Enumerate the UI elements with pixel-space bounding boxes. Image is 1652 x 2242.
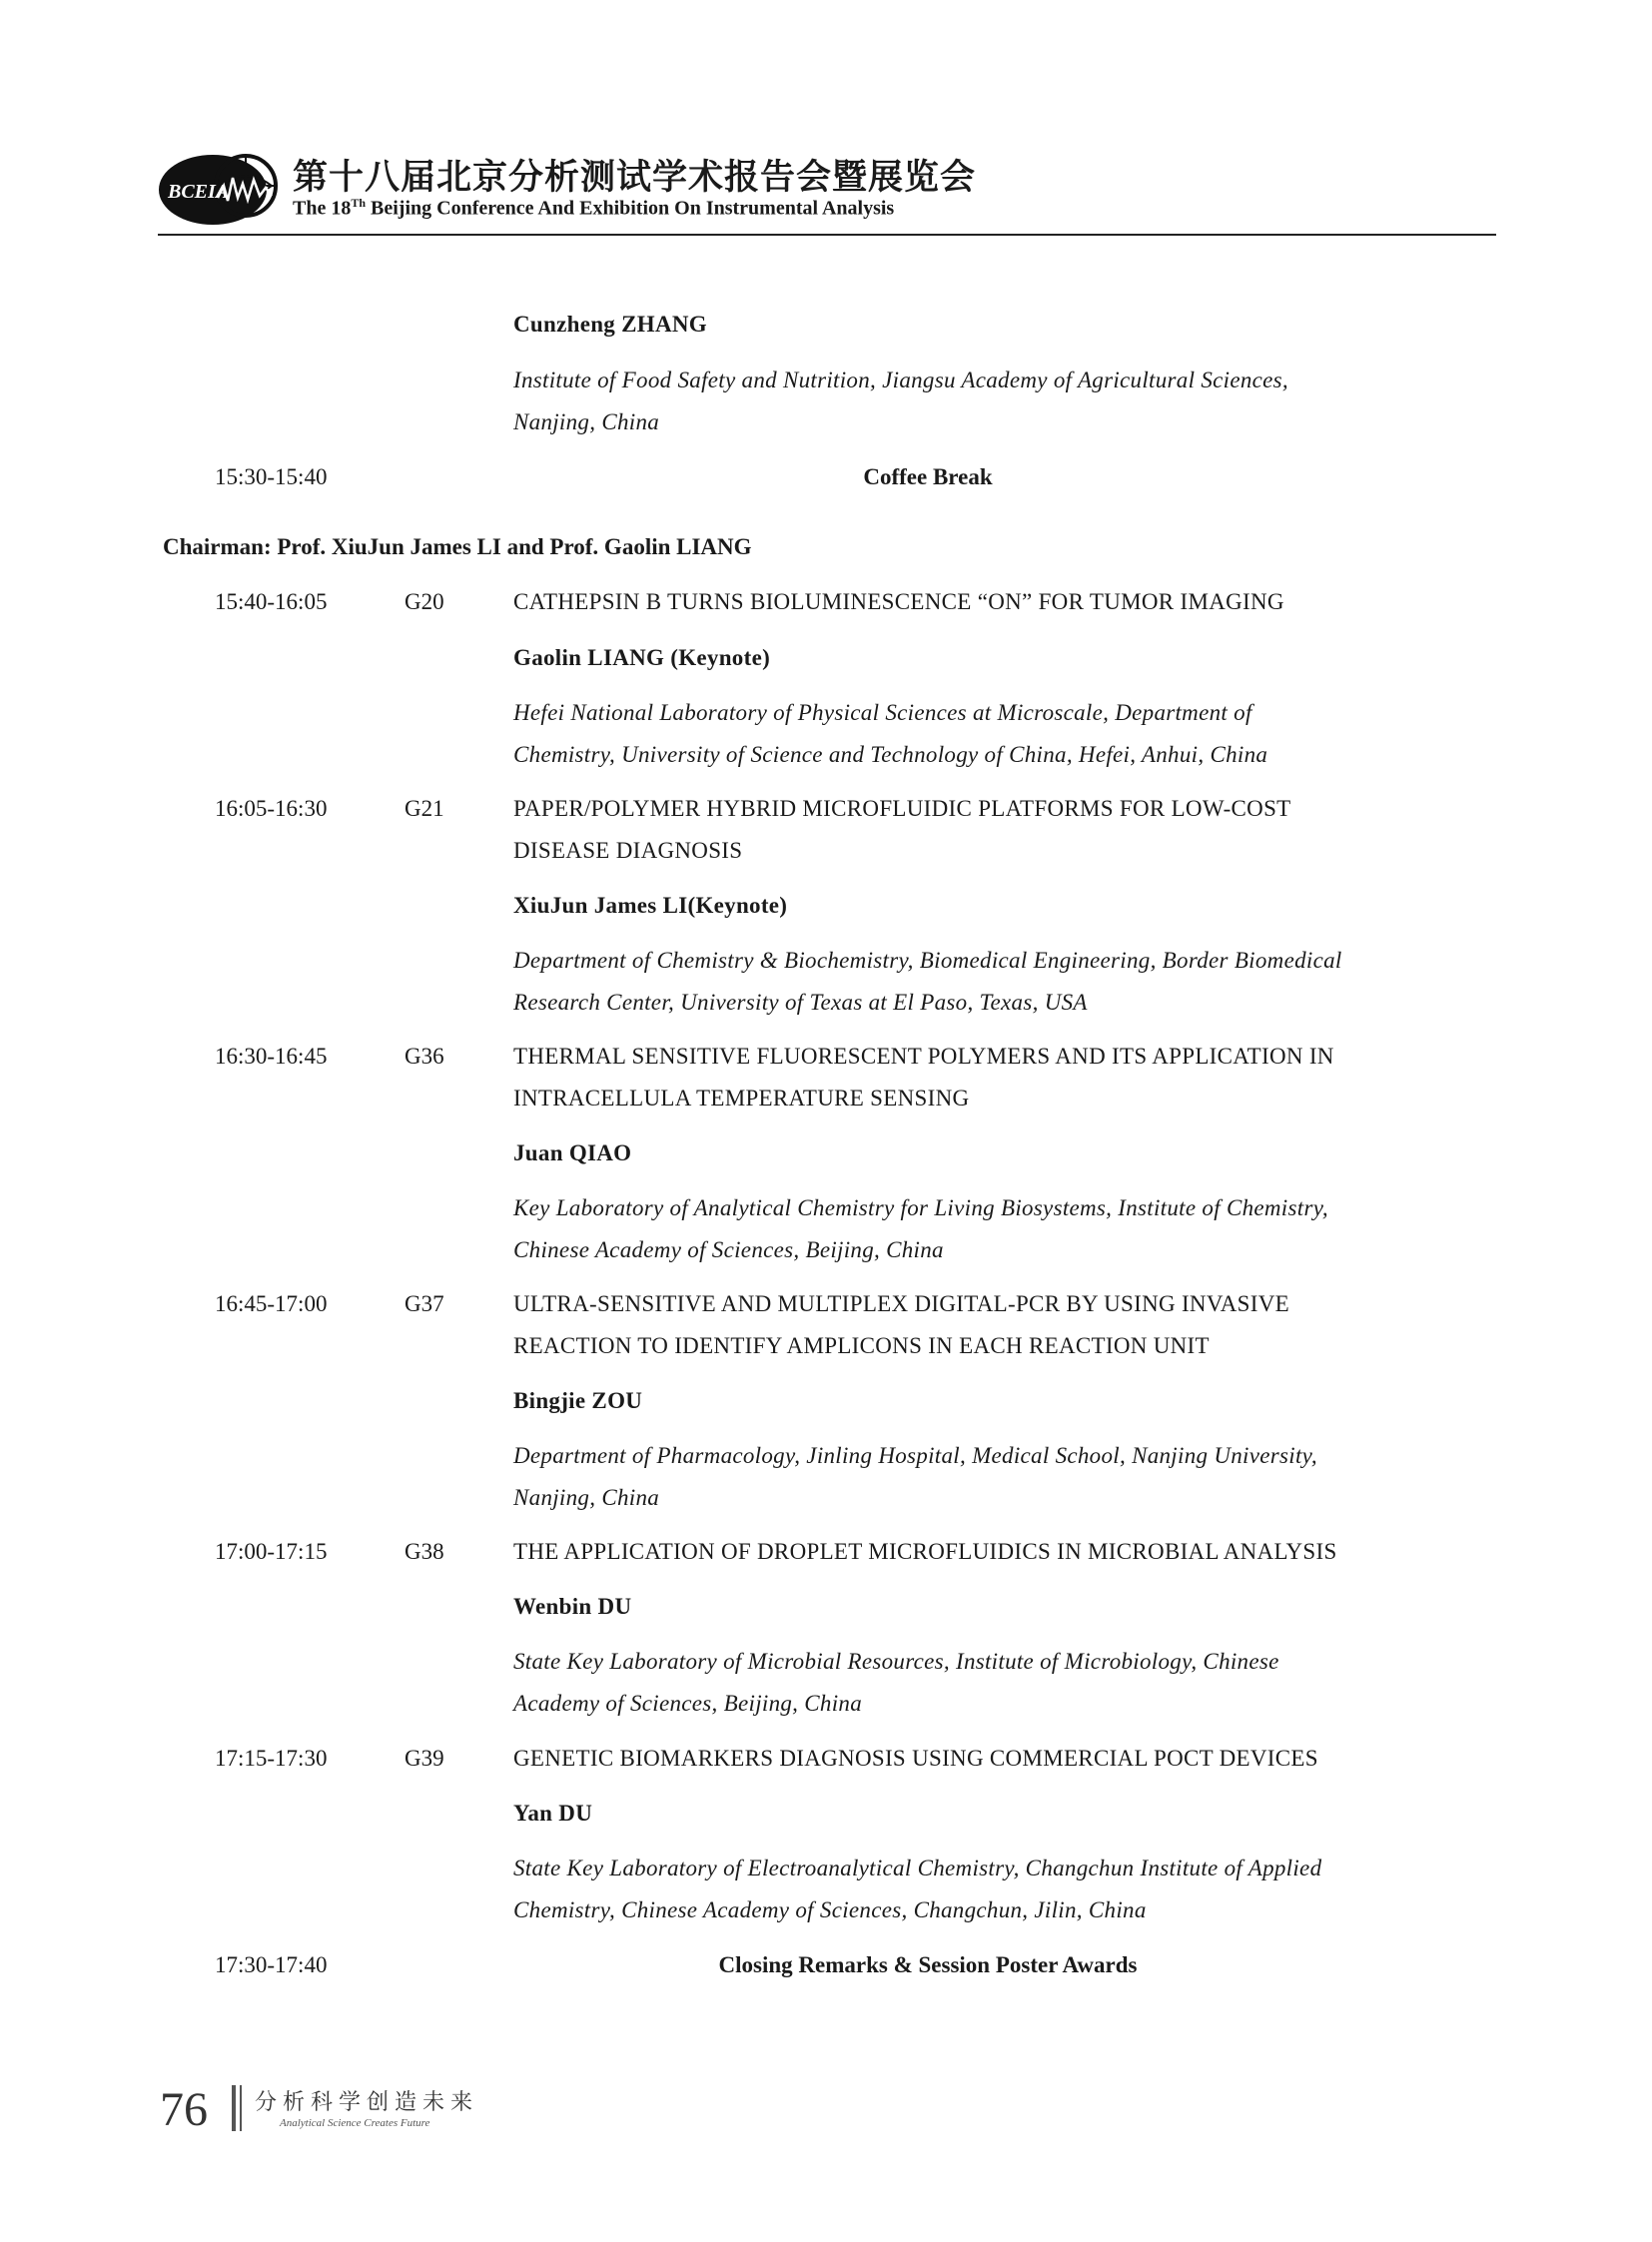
talk-affiliation-1: State Key Laboratory of Electroanalytical Chemistry, Changchun Institute of Applied [513,1856,1322,1880]
footer-slogan-cn: 分析科学创造未来 [255,2090,479,2115]
talk-title: THE APPLICATION OF DROPLET MICROFLUIDICS IN MICROBIAL ANALYSIS [513,1539,1337,1564]
talk-affiliation-2: Academy of Sciences, Beijing, China [513,1691,863,1716]
talk-code: G36 [405,1044,444,1069]
talk-title: GENETIC BIOMARKERS DIAGNOSIS USING COMMERCIAL POCT DEVICES [513,1746,1318,1771]
talk-time: 17:00-17:15 [215,1539,328,1564]
conference-title-cn: 第十八届北京分析测试学术报告会暨展览会 [293,158,977,197]
footer-slogan-en: Analytical Science Creates Future [280,2117,430,2129]
closing-label: Closing Remarks & Session Poster Awards [718,1952,1138,1977]
talk-code: G20 [405,589,444,614]
conference-title-en [293,196,894,221]
talk-author: Bingjie ZOU [513,1388,643,1413]
chairman-line: Chairman: Prof. XiuJun James LI and Prof. Gaolin LIANG [163,534,752,559]
talk-affiliation-1: Department of Chemistry & Biochemistry, Biomedical Engineering, Border Biomedical [513,948,1342,973]
talk-code: G21 [405,796,444,821]
bceia-logo [158,146,283,228]
talk-time: 16:45-17:00 [215,1291,328,1316]
talk-affiliation-1: Hefei National Laboratory of Physical Sciences at Microscale, Department of [513,700,1252,725]
title-en-sup: Th [351,196,367,210]
talk-author: XiuJun James LI(Keynote) [513,893,788,918]
talk-time: 16:05-16:30 [215,796,328,821]
talk-author: Wenbin DU [513,1594,632,1619]
talk-title-2: DISEASE DIAGNOSIS [513,838,743,863]
talk-affiliation-2: Research Center, University of Texas at El Paso, Texas, USA [513,990,1088,1015]
talk-title-2: INTRACELLULA TEMPERATURE SENSING [513,1086,970,1111]
talk-title: ULTRA-SENSITIVE AND MULTIPLEX DIGITAL-PCR BY USING INVASIVE [513,1291,1289,1316]
footer-divider-thin [240,2085,242,2131]
page-header [158,138,1496,238]
talk-affiliation-1: Department of Pharmacology, Jinling Hospital, Medical School, Nanjing University, [513,1443,1317,1468]
top-affiliation-1: Institute of Food Safety and Nutrition, Jiangsu Academy of Agricultural Sciences, [513,368,1288,392]
talk-title: THERMAL SENSITIVE FLUORESCENT POLYMERS AND ITS APPLICATION IN [513,1044,1334,1069]
talk-affiliation-2: Nanjing, China [513,1485,660,1510]
page-footer [160,2077,559,2147]
talk-affiliation-2: Chemistry, University of Science and Technology of China, Hefei, Anhui, China [513,742,1268,767]
talk-time: 16:30-16:45 [215,1044,328,1069]
page-number: 76 [160,2083,208,2136]
top-author: Cunzheng ZHANG [513,312,707,337]
talk-affiliation-2: Chinese Academy of Sciences, Beijing, China [513,1237,944,1262]
header-divider [158,234,1496,236]
coffee-break-time: 15:30-15:40 [215,464,328,489]
talk-title-2: REACTION TO IDENTIFY AMPLICONS IN EACH REACTION UNIT [513,1333,1210,1358]
title-en-pre: The 18 [293,197,352,220]
footer-divider [232,2085,236,2131]
talk-author: Juan QIAO [513,1140,632,1165]
talk-code: G37 [405,1291,444,1316]
talk-code: G39 [405,1746,444,1771]
talk-title: CATHEPSIN B TURNS BIOLUMINESCENCE “ON” FOR TUMOR IMAGING [513,589,1284,614]
talk-affiliation-2: Chemistry, Chinese Academy of Sciences, Changchun, Jilin, China [513,1897,1147,1922]
talk-affiliation-1: Key Laboratory of Analytical Chemistry for Living Biosystems, Institute of Chemistry, [513,1195,1328,1220]
talk-author: Gaolin LIANG (Keynote) [513,645,771,670]
logo-text: BCEIA [168,181,230,203]
talk-time: 15:40-16:05 [215,589,328,614]
title-en-post: Beijing Conference And Exhibition On Instrumental Analysis [366,197,895,220]
top-affiliation-2: Nanjing, China [513,409,660,434]
talk-code: G38 [405,1539,444,1564]
talk-affiliation-1: State Key Laboratory of Microbial Resources, Institute of Microbiology, Chinese [513,1649,1279,1674]
talk-author: Yan DU [513,1801,593,1826]
coffee-break-label: Coffee Break [863,464,993,489]
closing-time: 17:30-17:40 [215,1952,328,1977]
talk-time: 17:15-17:30 [215,1746,328,1771]
talk-title: PAPER/POLYMER HYBRID MICROFLUIDIC PLATFORMS FOR LOW-COST [513,796,1291,821]
